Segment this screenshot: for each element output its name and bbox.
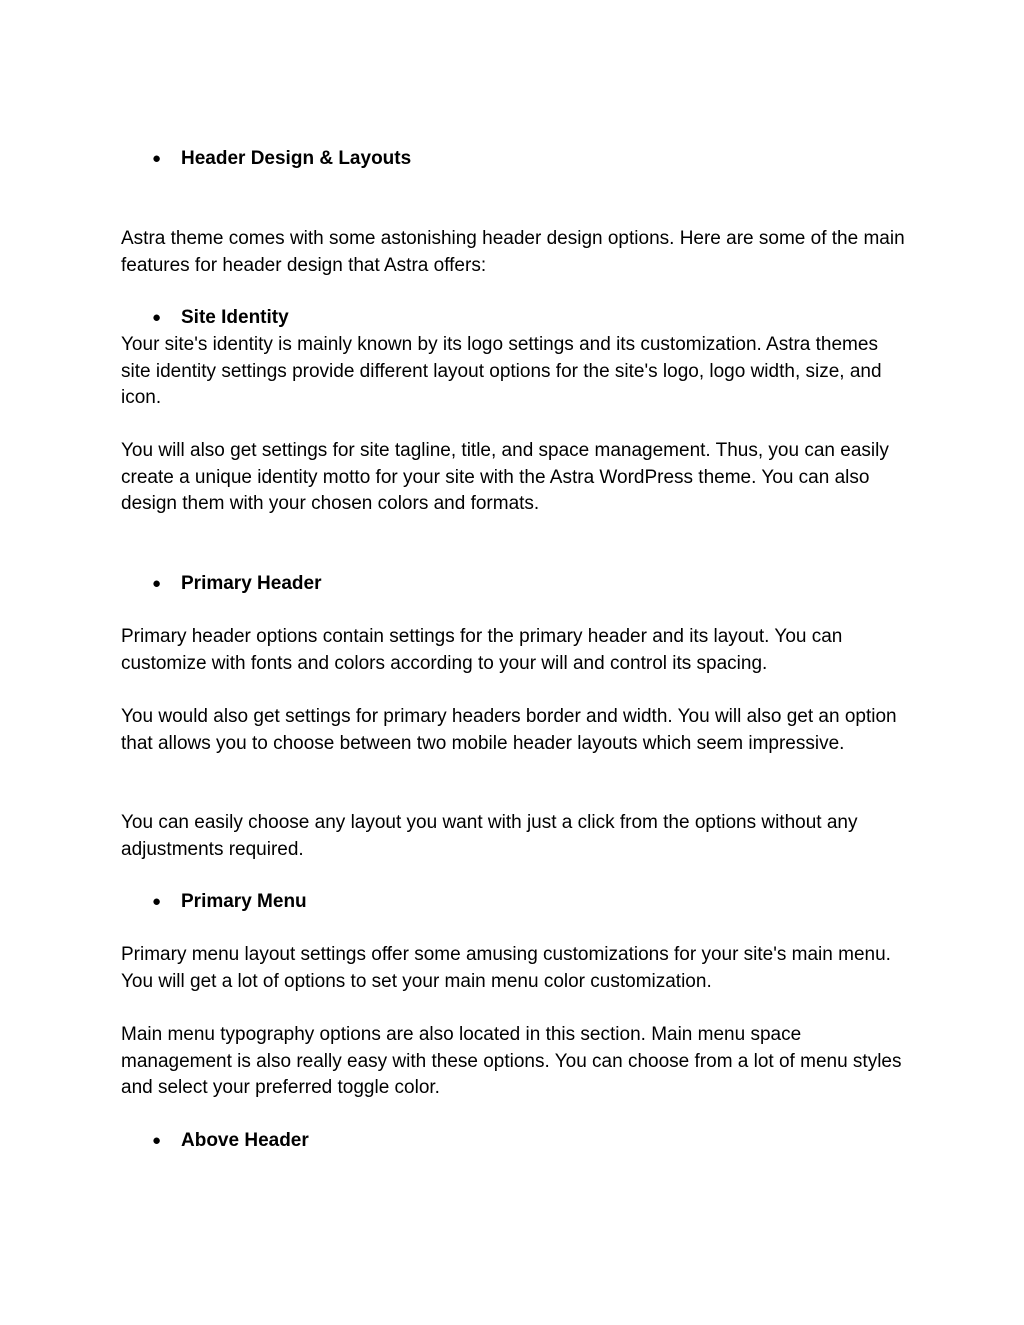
heading-text: Header Design & Layouts	[181, 148, 412, 169]
paragraph: You can easily choose any layout you want with just a click from the options without any adjustments required.	[121, 812, 858, 860]
section-heading-header-design	[152, 146, 411, 172]
heading-text: Site Identity	[181, 307, 289, 328]
paragraph: You would also get settings for primary headers border and width. You will also get an option that allows you to choose between two mobile header layouts which seem impressive.	[121, 706, 897, 754]
section-heading-site-identity	[152, 305, 289, 331]
section-heading-primary-header	[152, 571, 321, 597]
paragraph: Primary menu layout settings offer some amusing customizations for your site's main menu. You will get a lot of options to set your main menu color customization.	[121, 944, 891, 992]
heading-text: Above Header	[181, 1130, 309, 1151]
heading-text: Primary Menu	[181, 891, 307, 912]
section-heading-primary-menu	[152, 889, 307, 915]
bullet-icon: ●	[152, 1132, 162, 1149]
paragraph: You will also get settings for site tagline, title, and space management. Thus, you can easily create a unique identity motto for your site with the Astra WordPress theme. You can also design them with your chosen colors and formats.	[121, 440, 889, 515]
bullet-icon: ●	[152, 150, 162, 167]
bullet-icon: ●	[152, 893, 162, 910]
bullet-icon: ●	[152, 309, 162, 326]
heading-text: Primary Header	[181, 573, 322, 594]
bullet-icon: ●	[152, 575, 162, 592]
section-heading-above-header	[152, 1128, 309, 1154]
paragraph: Your site's identity is mainly known by its logo settings and its customization. Astra themes site identity settings provide different layout options for the site's logo, logo width, size, and icon.	[121, 334, 882, 409]
paragraph: Primary header options contain settings for the primary header and its layout. You can customize with fonts and colors according to your will and control its spacing.	[121, 626, 843, 674]
paragraph: Main menu typography options are also located in this section. Main menu space management is also really easy with these options. You can choose from a lot of menu styles and select your preferred toggle color.	[121, 1024, 902, 1099]
paragraph: Astra theme comes with some astonishing header design options. Here are some of the main features for header design that Astra offers:	[121, 228, 905, 276]
